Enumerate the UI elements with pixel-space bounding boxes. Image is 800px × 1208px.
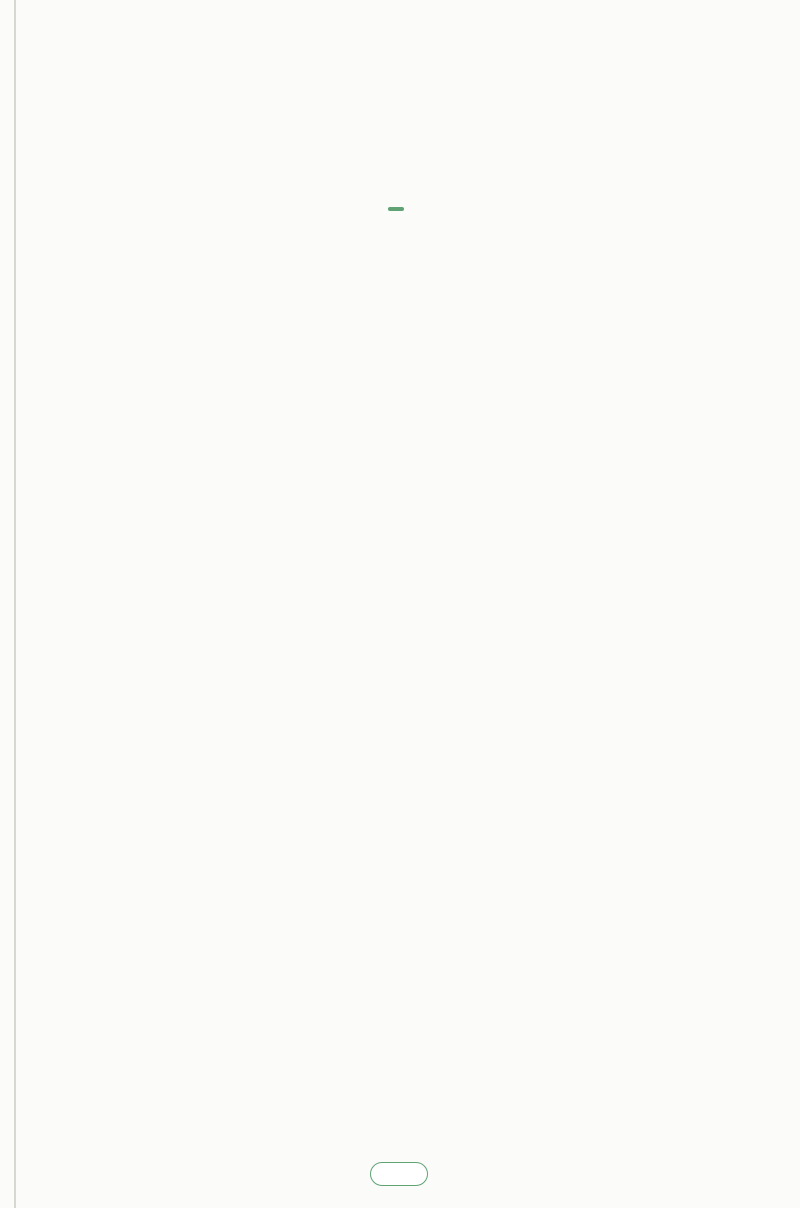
thursday-line bbox=[74, 189, 379, 219]
thursday-line bbox=[74, 159, 379, 189]
thursday-line bbox=[74, 513, 379, 543]
friday-instruction bbox=[388, 171, 688, 201]
monday-continued bbox=[388, 986, 688, 1075]
monday-item-1 bbox=[76, 1024, 381, 1054]
thursday-line bbox=[74, 484, 379, 514]
wavy-divider bbox=[76, 946, 686, 958]
dialogue-item bbox=[74, 395, 379, 543]
thursday-dialogue-list bbox=[74, 130, 379, 602]
thursday-line bbox=[74, 366, 379, 396]
dialogue-item bbox=[74, 218, 379, 307]
right-column bbox=[388, 96, 688, 218]
dialogue-item bbox=[74, 543, 379, 602]
thursday-cont-line bbox=[406, 96, 688, 126]
monday-instruction bbox=[76, 994, 381, 1024]
thursday-line bbox=[74, 425, 379, 455]
thursday-instruction bbox=[74, 100, 379, 130]
thursday-line bbox=[74, 218, 379, 248]
monday-item-1-answer bbox=[388, 986, 688, 1016]
thursday-dialogue-continued bbox=[388, 96, 688, 155]
dialogue-item bbox=[74, 130, 379, 219]
monday-item-2 bbox=[388, 1016, 688, 1046]
page-edge-line bbox=[14, 0, 16, 1208]
thursday-line bbox=[74, 248, 379, 278]
page-number bbox=[370, 1162, 428, 1186]
monday-section bbox=[76, 990, 381, 1053]
thursday-line bbox=[74, 307, 379, 337]
dialogue-item bbox=[74, 307, 379, 396]
thursday-line bbox=[74, 336, 379, 366]
thursday-section bbox=[74, 96, 379, 602]
thursday-cont-line bbox=[406, 126, 688, 156]
thursday-line bbox=[74, 277, 379, 307]
thursday-line bbox=[74, 572, 379, 602]
thursday-line bbox=[74, 395, 379, 425]
thursday-line bbox=[74, 454, 379, 484]
translation-badge bbox=[388, 207, 404, 211]
thursday-line bbox=[74, 543, 379, 573]
thursday-line bbox=[74, 130, 379, 160]
monday-item-3 bbox=[388, 1045, 688, 1075]
